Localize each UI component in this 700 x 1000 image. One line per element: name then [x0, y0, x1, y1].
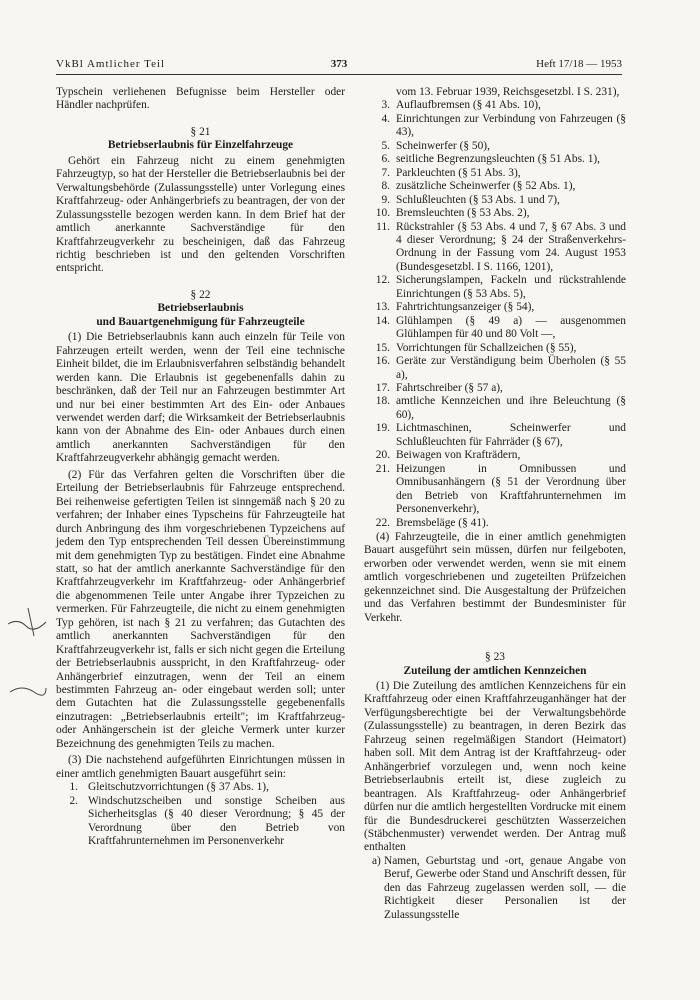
list-item: [364, 140, 626, 153]
section-22-number: § 22: [190, 288, 211, 301]
list-item-number: 14.: [375, 314, 390, 327]
list-item-number: 11.: [376, 220, 390, 233]
section-22-title-line1: Betriebserlaubnis: [157, 302, 244, 315]
list-item-text: Rückstrahler (§ 53 Abs. 4 und 7, § 67 Abs. 3 und 4 dieser Verordnung; § 24 der Straßenverkehrs-Ordnung in der Fassung vom 24. August 1953 (Bundesgesetzbl. I S. 1166, 1201),: [396, 220, 626, 273]
list-item: [364, 463, 626, 517]
section-21-paragraph: Gehört ein Fahrzeug nicht zu einem genehmigten Fahrzeugtyp, so hat der Hersteller die Betriebserlaubnis bei der Verwaltungsbehörde (Zulassungsstelle) unter Vorlegung eines Kraftfahrzeug- oder Anhängerbriefs zu beantragen, der von der Zulassungsstelle bezogen werden kann. In dem Brief hat der amtlich anerkannte Sachverständige für den Kraftfahrzeugverkehr zu bescheinigen, daß das Fahrzeug richtig beschrieben ist und den geltenden Vorschriften entspricht.: [56, 154, 345, 275]
section-23-paragraph-1: (1) Die Zuteilung des amtlichen Kennzeichens für ein Kraftfahrzeug oder einen Kraftfahrzeuganhänger hat der Verfügungsberechtigte bei der Verwaltungsbehörde (Zulassungsstelle) zu beantragen, in deren Bezirk das Fahrzeug seinen regelmäßigen Standort (Heimatort) haben soll. Mit dem Antrag ist der Kraftfahrzeug- oder Anhängerbrief vorzulegen und, wenn noch keine Betriebserlaubnis erteilt ist, diese zugleich zu beantragen. Als Kraftfahrzeug- oder Anhängerbrief dürfen nur die amtlich hergestellten Vordrucke mit einem für die Bundesdruckerei geschützten Wasserzeichen (Stäbchenmuster) verwendet werden. Der Antrag muß enthalten: [364, 680, 626, 854]
list-item-number: 1.: [69, 781, 78, 794]
list-item: [364, 167, 626, 180]
list-item-number: 9.: [381, 193, 390, 206]
list-item-text: Parkleuchten (§ 51 Abs. 3),: [396, 166, 521, 179]
list-item-number: 15.: [375, 341, 390, 354]
list-item-text: amtliche Kennzeichen und ihre Beleuchtung (§ 60),: [396, 395, 626, 421]
list-item: [364, 315, 626, 342]
section-22-item-list: [56, 781, 345, 848]
section-21-number: § 21: [190, 125, 211, 138]
list-item-text: seitliche Begrenzungsleuchten (§ 51 Abs. 1),: [396, 153, 601, 166]
list-item-number: 16.: [375, 355, 390, 368]
list-item-number: 5.: [381, 139, 390, 152]
issue-label: Heft 17/18 — 1953: [536, 58, 622, 70]
list-item: [364, 355, 626, 382]
section-22-paragraph-3: (3) Die nachstehend aufgeführten Einrichtungen müssen in einer amtlich genehmigten Bauart ausgeführt sein:: [56, 754, 345, 780]
section-22-paragraph-2: (2) Für das Verfahren gelten die Vorschriften über die Erteilung der Betriebserlaubnis für Fahrzeuge entsprechend. Bei reihenweise gefertigten Teilen ist sinngemäß nach § 20 zu verfahren; der Inhaber eines Typscheins für Fahrzeugteile hat durch Anbringung des ihm vorgeschriebenen Typzeichens auf jedem den Typ entsprechenden Teil dessen Übereinstimmung mit dem genehmigten Typ zu bestätigen. Findet eine Abnahme statt, so hat der amtlich anerkannte Sachverständige für den Kraftfahrzeugverkehr im Kraftfahrzeug- oder Anhängerbrief die abgenommenen Teile unter Angabe ihrer Typzeichen zu vermerken. Für Fahrzeugteile, die nicht zu einem genehmigten Typ gehören, ist nach § 21 zu verfahren; das Gutachten des amtlich anerkannten Sachverständigen für den Kraftfahrzeugverkehr ist, falls er sich nicht gegen die Erteilung der Betriebserlaubnis ausspricht, in den Kraftfahrzeug- oder Anhängerbrief einzutragen, wenn der Teil an einem bestimmten Fahrzeug an- oder eingebaut werden soll; unter dem Gutachten hat die Zulassungsstelle gegebenenfalls einzutragen: „Betriebserlaubnis erteilt"; im Kraftfahrzeug- oder Anhängerschein ist der gleiche Vermerk unter kurzer Bezeichnung des genehmigten Teils zu machen.: [56, 468, 345, 750]
list-item-text: Bremsleuchten (§ 53 Abs. 2),: [396, 207, 530, 220]
list-item-text: Schlußleuchten (§ 53 Abs. 1 und 7),: [396, 193, 560, 206]
list-item: [372, 855, 626, 922]
list-item-text: Windschutzscheiben und sonstige Scheiben aus Sicherheitsglas (§ 40 dieser Verordnung; § 45 der Verordnung über den Betrieb von Kraftfahrunternehmen im Personenverkehr: [88, 794, 345, 848]
list-item: [364, 99, 626, 112]
list-item-text: Fahrtrichtungsanzeiger (§ 54),: [396, 301, 535, 314]
list-item: [364, 342, 626, 355]
list-item: [364, 153, 626, 166]
margin-pencil-mark: [6, 600, 52, 640]
list-item-number: 18.: [375, 395, 390, 408]
fittings-list: [364, 99, 626, 530]
section-22-paragraph-4: (4) Fahrzeugteile, die in einer amtlich genehmigten Bauart ausgeführt sein müssen, dürfen nur feilgeboten, erworben oder verwendet werden, wenn sie mit einem amtlich vorgeschriebenen und zugeteilten Prüfzeichen gekennzeichnet sind. Die Ausgestaltung der Prüfzeichen und das Verfahren bestimmt der Bundesminister für Verkehr.: [364, 530, 626, 624]
list-item: [364, 301, 626, 314]
section-22-title-line2: und Bauartgenehmigung für Fahrzeugteile: [96, 315, 305, 328]
list-item-text: Fahrtschreiber (§ 57 a),: [396, 381, 503, 394]
list-item-number: 7.: [381, 166, 390, 179]
list-item: [364, 422, 626, 449]
list-item-number: 3.: [381, 99, 390, 112]
list-item-text: zusätzliche Scheinwerfer (§ 52 Abs. 1),: [396, 180, 576, 193]
list-item-text: Vorrichtungen für Schallzeichen (§ 55),: [396, 341, 577, 354]
list-item: [364, 113, 626, 140]
list-item-text: Gleitschutzvorrichtungen (§ 37 Abs. 1),: [88, 781, 269, 794]
list-item-number: 4.: [381, 112, 390, 125]
intro-paragraph: Typschein verliehenen Befugnisse beim Hersteller oder Händler nachprüfen.: [56, 86, 345, 112]
list-item-text: Scheinwerfer (§ 50),: [396, 139, 490, 152]
list-item-number: 2.: [69, 794, 78, 807]
list-item-text: Heizungen in Omnibussen und Omnibusanhängern (§ 51 der Verordnung über den Betrieb von Kraftfahrunternehmen im Personenverkehr),: [396, 462, 626, 516]
list-item-text: Bremsbeläge (§ 41).: [396, 516, 489, 529]
list-item-text: Einrichtungen zur Verbindung von Fahrzeugen (§ 43),: [396, 112, 626, 139]
section-23-title: Zuteilung der amtlichen Kennzeichen: [403, 664, 587, 677]
list-item-text: Auflaufbremsen (§ 41 Abs. 10),: [396, 99, 541, 112]
section-23-number: § 23: [485, 651, 505, 664]
list-item: [364, 382, 626, 395]
list-item-number: 10.: [375, 207, 390, 220]
list-item-text: Geräte zur Verständigung beim Überholen (§ 55 a),: [396, 355, 626, 381]
list-item: [56, 795, 345, 849]
list-item: [364, 207, 626, 220]
list-item: [364, 274, 626, 301]
list-item-text: Beiwagen von Krafträdern,: [396, 449, 521, 462]
list-item-number: 6.: [381, 153, 390, 166]
page-header: [56, 58, 622, 75]
list-item-text: Sicherungslampen, Fackeln und rückstrahlende Einrichtungen (§ 53 Abs. 5),: [396, 274, 626, 300]
list-item: [364, 180, 626, 193]
list-item: [364, 449, 626, 462]
list-item: [364, 221, 626, 275]
margin-pencil-mark-2: [8, 680, 48, 700]
list-item: [364, 395, 626, 422]
journal-name: VkBl Amtlicher Teil: [56, 58, 166, 70]
list-item-number: 22.: [375, 516, 390, 529]
list-item-text: Glühlampen (§ 49 a) — ausgenommen Glühlampen für 40 und 80 Volt —,: [396, 314, 626, 341]
section-23-item-list: [372, 855, 626, 922]
list-item-number: 19.: [375, 422, 390, 435]
list-continuation: vom 13. Februar 1939, Reichsgesetzbl. I S. 231),: [396, 86, 620, 98]
section-21-title: Betriebserlaubnis für Einzelfahrzeuge: [107, 139, 294, 152]
list-item: [364, 517, 626, 530]
right-column: [364, 86, 626, 922]
list-item-number: 8.: [381, 180, 390, 193]
list-item-number: 13.: [375, 301, 390, 314]
page-number: 373: [330, 58, 348, 70]
list-item-text: Namen, Geburtstag und -ort, genaue Angabe von Beruf, Gewerbe oder Stand und Anschrift dessen, für den das Fahrzeug zugelassen werden soll, — die Richtigkeit dieser Personalien ist der Zulassungsstelle: [384, 854, 626, 921]
section-22-paragraph-1: (1) Die Betriebserlaubnis kann auch einzeln für Teile von Fahrzeugen erteilt werden, wenn der Teil eine technische Einheit bildet, die im Erlaubnisverfahren selbständig behandelt werden kann. Die Erlaubnis ist gegebenenfalls dahin zu beschränken, daß der Teil nur an Fahrzeugen bestimmter Art und nur bei einer bestimmten Art des Ein- oder Anbaues verwendet werden darf; die Wirksamkeit der Betriebserlaubnis kann von der Abnahme des Ein- oder Anbaues durch einen amtlich anerkannten Sachverständigen für den Kraftfahrzeugverkehr abhängig gemacht werden.: [56, 331, 345, 465]
list-item-number: 17.: [375, 381, 390, 394]
left-column: [56, 86, 345, 848]
list-item-number: 20.: [375, 449, 390, 462]
list-item-number: 21.: [375, 462, 390, 475]
list-item-number: 12.: [375, 274, 390, 287]
list-item-letter: a): [372, 854, 381, 867]
list-item: [364, 194, 626, 207]
list-item: [56, 781, 345, 794]
list-item-text: Lichtmaschinen, Scheinwerfer und Schlußleuchten für Fahrräder (§ 67),: [396, 422, 626, 448]
